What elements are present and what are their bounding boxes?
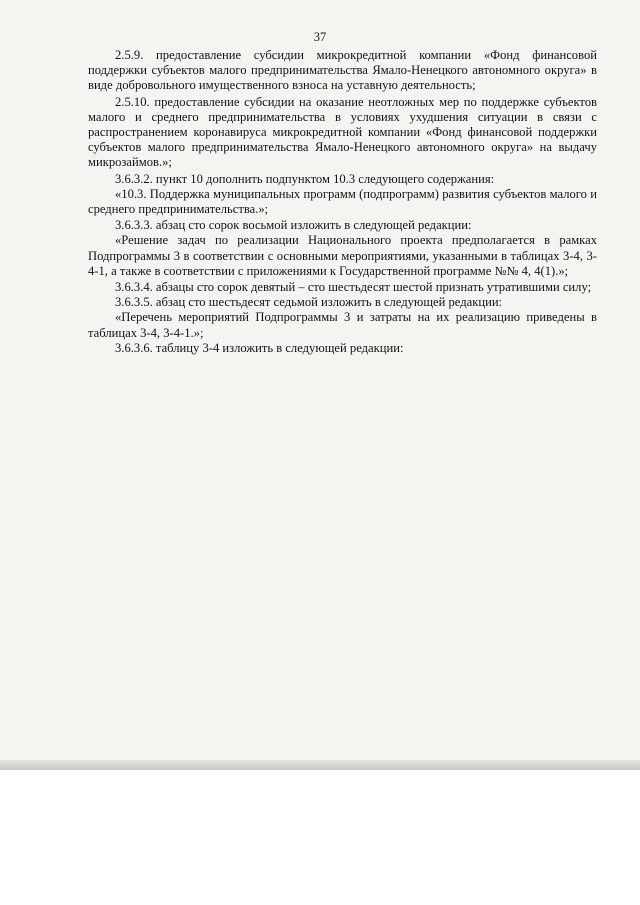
- paragraph-3-6-3-3: 3.6.3.3. абзац сто сорок восьмой изложить в следующей редакции:: [115, 218, 472, 233]
- paragraph-3-6-3-2: 3.6.3.2. пункт 10 дополнить подпунктом 10.3 следующего содержания:: [115, 171, 495, 186]
- paragraph-2-5-9: 2.5.9. предоставление субсидии микрокредитной компании «Фонд финансовой поддержки субъектов малого предпринимательства Ямало-Ненецкого автономного округа» в виде добровольного имущественного взноса на уставную деятельность;: [88, 48, 597, 93]
- page-number: 37: [313, 30, 327, 44]
- paragraph-10-3-quote: «10.3. Поддержка муниципальных программ (подпрограмм) развития субъектов малого и среднего предпринимательства.»;: [88, 186, 597, 217]
- paragraph-2-5-10: 2.5.10. предоставление субсидии на оказание неотложных мер по поддержке субъектов малого и среднего предпринимательства в условиях ухудшения ситуации в связи с распространением коронавируса микрокредитной компании «Фонд финансовой поддержки субъектов малого предпринимательства Ямало-Ненецкого автономного округа» на выдачу микрозаймов.»;: [88, 94, 597, 170]
- paragraph-3-6-3-5: 3.6.3.5. абзац сто шестьдесят седьмой изложить в следующей редакции:: [115, 295, 503, 310]
- page-bottom-edge: [0, 760, 640, 770]
- paragraph-measures-list-quote: «Перечень мероприятий Подпрограммы 3 и затраты на их реализацию приведены в таблицах 3-4, 3-4-1.»;: [88, 310, 597, 340]
- paragraph-national-project-quote: «Решение задач по реализации Национального проекта предполагается в рамках Подпрограммы 3 в соответствии с основными мероприятиями, указанными в таблицах 3-4, 3-4-1, а также в соответствии с приложениями к Государственной программе №№ 4, 4(1).»;: [88, 233, 597, 278]
- paragraph-3-6-3-4: 3.6.3.4. абзацы сто сорок девятый – сто шестьдесят шестой признать утратившими силу;: [115, 280, 592, 295]
- paragraph-3-6-3-6: 3.6.3.6. таблицу 3-4 изложить в следующей редакции:: [115, 340, 404, 355]
- document-body: [88, 48, 597, 356]
